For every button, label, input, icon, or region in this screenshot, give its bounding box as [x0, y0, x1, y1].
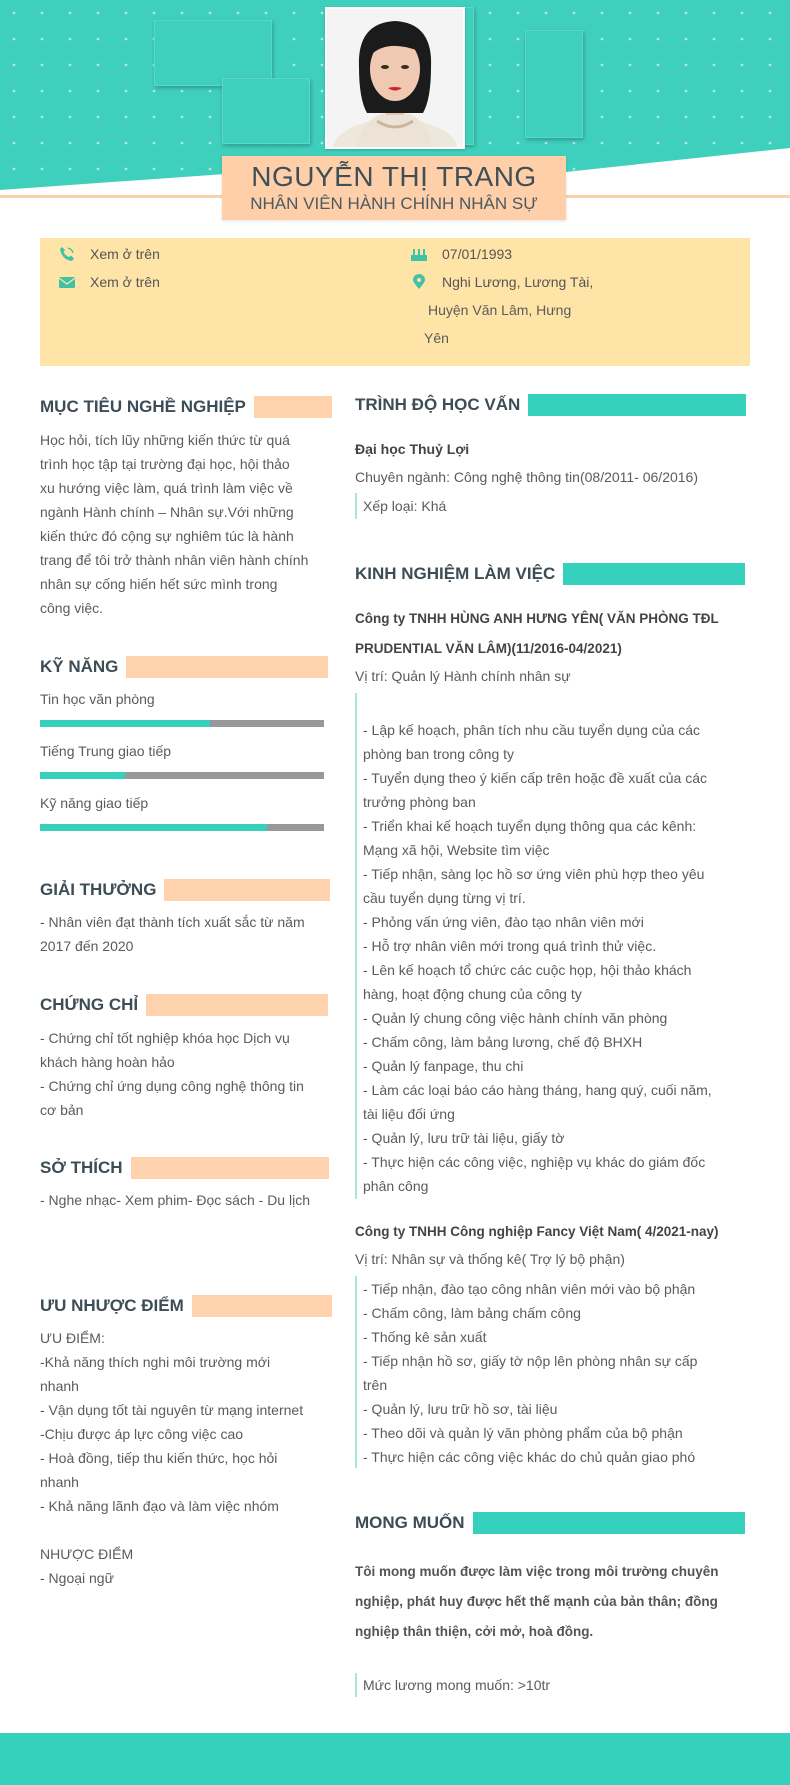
skill-bar: [40, 772, 324, 779]
profile-photo: [325, 7, 465, 149]
job-divider: [355, 693, 357, 1199]
awards-heading: GIẢI THƯỞNG: [40, 879, 330, 901]
decor-square: [154, 20, 272, 86]
skill-bar-fill: [40, 772, 125, 779]
envelope-icon: [58, 274, 76, 290]
contact-info-box: [40, 238, 750, 366]
awards-text: - Nhân viên đạt thành tích xuất sắc từ năm 2017 đến 2020: [40, 914, 305, 954]
job-divider: [355, 1276, 357, 1468]
heading-bar: [126, 656, 328, 678]
skill-label: Tin học văn phòng: [40, 691, 155, 707]
heading-bar: [146, 994, 328, 1016]
heading-bar: [473, 1512, 745, 1534]
skill-bar-fill: [40, 720, 210, 727]
job-company: PRUDENTIAL VĂN LÂM)(11/2016-04/2021): [355, 641, 622, 656]
decor-square: [222, 78, 310, 144]
heading-bar: [192, 1295, 332, 1317]
header-wedge: [554, 148, 790, 190]
skill-label: Kỹ năng giao tiếp: [40, 795, 149, 811]
strengths-heading: ƯU NHƯỢC ĐIỂM: [40, 1295, 332, 1317]
email-value: Xem ở trên: [90, 274, 160, 290]
address-line-1: Nghi Lương, Lương Tài,: [442, 274, 594, 290]
birthday-cake-icon: [410, 246, 428, 262]
heading-bar: [563, 563, 745, 585]
candidate-name: NGUYỄN THỊ TRANG: [251, 161, 537, 192]
phone-value: Xem ở trên: [90, 246, 160, 262]
heading-bar: [254, 396, 332, 418]
skill-label: Tiếng Trung giao tiếp: [40, 743, 172, 759]
education-grade: Xếp loại: Khá: [363, 498, 447, 514]
objective-text: Học hỏi, tích lũy những kiến thức từ quá trình học tập tại trường đại học, hội thảo xu hướng việc làm, quá trình làm việc về ngành Hành chính – Nhân sự.Với những kiến thức đó cộng sự nghiêm túc là hành trang để tôi trở thành nhân viên hành chính nhân sự cống hiến hết sức mình trong công việc.: [40, 432, 309, 616]
skills-heading: KỸ NĂNG: [40, 656, 328, 678]
header-underline-left: [0, 195, 230, 198]
job-position: Vị trí: Quản lý Hành chính nhân sự: [355, 668, 571, 684]
job-company: Công ty TNHH Công nghiệp Fancy Việt Nam( 4/2021-nay): [355, 1224, 719, 1239]
certificates-heading: CHỨNG CHỈ: [40, 994, 328, 1016]
certificates-text: - Chứng chỉ tốt nghiệp khóa học Dịch vụ khách hàng hoàn hảo - Chứng chỉ ứng dụng công nghệ thông tin cơ bản: [40, 1030, 304, 1118]
education-major: Chuyên ngành: Công nghệ thông tin(08/2011- 06/2016): [355, 469, 699, 485]
skill-bar-fill: [40, 824, 267, 831]
hobbies-heading: SỞ THÍCH: [40, 1157, 329, 1179]
job-duties: - Lập kế hoạch, phân tích nhu cầu tuyển dụng của các phòng ban trong công ty - Tuyển dụng theo ý kiến cấp trên hoặc đề xuất của các trưởng phòng ban - Triển khai kế hoạch tuyển dụng thông qua các kênh: Mạng xã hội, Website tìm việc - Tiếp nhận, sàng lọc hồ sơ ứng viên phù hợp theo yêu cầu tuyển dụng từng vị trí. - Phỏng vấn ứng viên, đào tạo nhân viên mới - Hỗ trợ nhân viên mới trong quá trình thử việc. - Lên kế hoạch tổ chức các cuộc họp, hội thảo khách hàng, hoạt động chung của công ty - Quản lý chung công việc hành chính văn phòng - Chấm công, làm bảng lương, chế độ BHXH - Quản lý fanpage, thu chi - Làm các loại báo cáo hàng tháng, hang quý, cuối năm, tài liệu đối ứng - Quản lý, lưu trữ tài liệu, giấy tờ - Thực hiện các công việc, nghiệp vụ khác do giám đốc phân công: [363, 722, 712, 1194]
skill-bar: [40, 824, 324, 831]
salary-divider: [355, 1673, 357, 1697]
contact-address: [410, 274, 593, 290]
salary-expectation: Mức lương mong muốn: >10tr: [363, 1677, 551, 1693]
job-duties: - Tiếp nhận, đào tạo công nhân viên mới vào bộ phận - Chấm công, làm bảng chấm công - Thống kê sản xuất - Tiếp nhận hồ sơ, giấy tờ nộp lên phòng nhân sự cấp trên - Quản lý, lưu trữ hồ sơ, tài liệu - Theo dõi và quản lý văn phòng phẩm của bộ phận - Thực hiện các công việc khác do chủ quản giao phó: [363, 1281, 698, 1465]
objective-heading: MỤC TIÊU NGHỀ NGHIỆP: [40, 396, 332, 418]
address-line-2: Huyện Văn Lâm, Hưng: [428, 302, 572, 318]
header-wedge: [0, 148, 236, 190]
heading-bar: [131, 1157, 329, 1179]
address-line-3: Yên: [424, 330, 449, 346]
contact-birthday: [410, 246, 512, 262]
candidate-role: NHÂN VIÊN HÀNH CHÍNH NHÂN SỰ: [250, 194, 538, 213]
decor-square: [525, 30, 583, 138]
job-company: Công ty TNHH HÙNG ANH HƯNG YÊN( VĂN PHÒNG TĐL: [355, 611, 719, 626]
education-heading: TRÌNH ĐỘ HỌC VẤN: [355, 394, 746, 416]
heading-bar: [164, 879, 330, 901]
phone-icon: [58, 246, 76, 262]
contact-phone: [58, 246, 160, 262]
wishes-text: Tôi mong muốn được làm việc trong môi trường chuyên nghiệp, phát huy được hết thế mạnh của bản thân; đồng nghiệp thân thiện, cởi mở, hoà đồng.: [355, 1564, 719, 1639]
heading-bar: [528, 394, 746, 416]
wishes-heading: MONG MUỐN: [355, 1512, 745, 1534]
job-position: Vị trí: Nhân sự và thống kê( Trợ lý bộ phận): [355, 1251, 625, 1267]
name-plate: [222, 156, 566, 220]
education-school: Đại học Thuỷ Lợi: [355, 441, 470, 457]
skill-bar: [40, 720, 324, 727]
header-underline-right: [560, 195, 790, 198]
strengths-text: ƯU ĐIỂM: -Khả năng thích nghi môi trường mới nhanh - Vận dụng tốt tài nguyên từ mạng internet -Chịu được áp lực công việc cao - Hoà đồng, tiếp thu kiến thức, học hỏi nhanh - Khả năng lãnh đạo và làm việc nhóm NHƯỢC ĐIỂM - Ngoại ngữ: [40, 1330, 304, 1586]
location-pin-icon: [410, 274, 428, 290]
contact-email: [58, 274, 160, 290]
birthday-value: 07/01/1993: [442, 246, 513, 262]
experience-heading: KINH NGHIỆM LÀM VIỆC: [355, 563, 745, 585]
education-divider: [355, 493, 357, 519]
hobbies-text: - Nghe nhạc- Xem phim- Đọc sách - Du lịch: [40, 1192, 310, 1208]
footer-band: [0, 1733, 790, 1785]
